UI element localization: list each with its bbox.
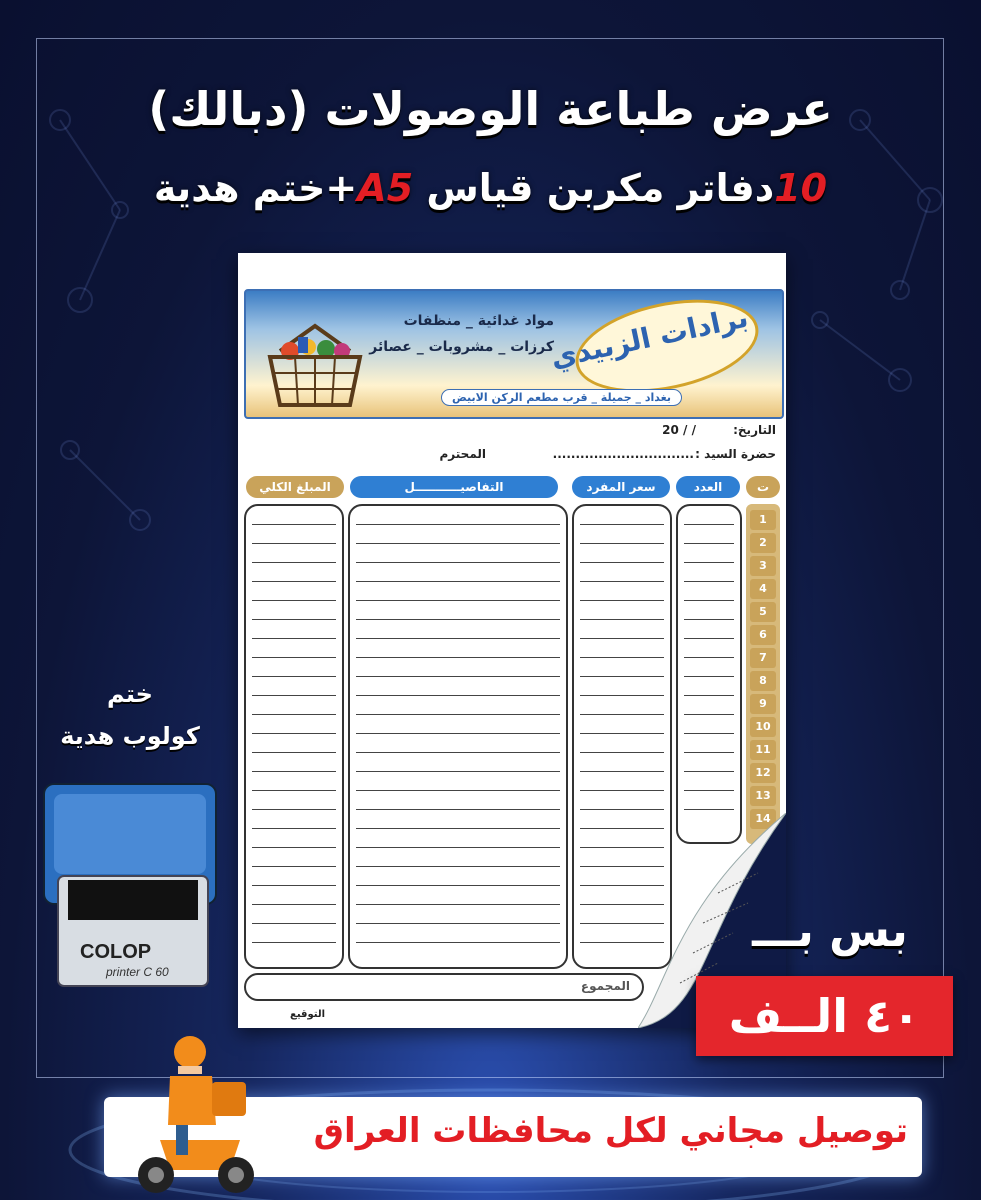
header-unit-price: سعر المفرد xyxy=(572,476,670,498)
row-number: 3 xyxy=(750,556,776,576)
customer-label: حضرة السيد : xyxy=(695,447,776,461)
receipt-banner xyxy=(244,289,784,419)
stamp-label-2: كولوب هدية xyxy=(60,722,200,750)
row-number: 2 xyxy=(750,533,776,553)
shopping-basket-icon xyxy=(260,321,370,411)
customer-suffix: المحترم xyxy=(439,447,486,461)
categories-line-1: مواد غدائية _ منظفات xyxy=(403,313,554,329)
subheadline xyxy=(0,166,981,210)
headline: عرض طباعة الوصولات (دبالك) xyxy=(148,82,833,136)
header-qty: العدد xyxy=(676,476,740,498)
row-number: 4 xyxy=(750,579,776,599)
paper-size: A5 xyxy=(357,166,414,210)
header-details: التفاصيـــــــــــل xyxy=(350,476,558,498)
details-column xyxy=(348,504,568,969)
row-number: 5 xyxy=(750,602,776,622)
subheadline-text-b: +ختم هدية xyxy=(153,166,358,210)
categories-line-2: كرزات _ مشروبات _ عصائر xyxy=(369,339,554,355)
signature-label: التوقيع xyxy=(290,1009,325,1020)
brand-name: برادات الزبيدي xyxy=(548,300,752,375)
row-number-column xyxy=(746,504,780,844)
row-number: 6 xyxy=(750,625,776,645)
notebook-count: 10 xyxy=(774,166,828,210)
row-number: 1 xyxy=(750,510,776,530)
stamp-brand: COLOP xyxy=(80,941,152,963)
qty-column xyxy=(676,504,742,844)
row-number: 7 xyxy=(750,648,776,668)
header-total: المبلغ الكلي xyxy=(246,476,344,498)
sum-row xyxy=(244,973,644,1001)
delivery-text: توصيل مجاني لكل محافظات العراق xyxy=(313,1111,908,1151)
customer-dots: ............................... xyxy=(552,447,694,461)
total-column xyxy=(244,504,344,969)
date-template: / / 20 xyxy=(662,423,696,437)
row-number: 10 xyxy=(750,717,776,737)
row-number: 11 xyxy=(750,740,776,760)
header-index: ت xyxy=(746,476,780,498)
receipt-sample xyxy=(238,253,786,1028)
address-badge: بغداد _ جميلة _ قرب مطعم الركن الابيض xyxy=(441,389,682,406)
row-number: 9 xyxy=(750,694,776,714)
delivery-scooter-icon xyxy=(120,1030,260,1195)
row-number: 14 xyxy=(750,809,776,829)
date-label: التاريخ: xyxy=(733,423,776,437)
stamp-label-1: ختم xyxy=(107,680,153,708)
price-badge: ٤٠ الــف xyxy=(696,976,953,1056)
sum-label: المجموع xyxy=(580,979,630,993)
row-number: 13 xyxy=(750,786,776,806)
stamp-model: printer C 60 xyxy=(106,965,169,979)
row-number: 12 xyxy=(750,763,776,783)
row-number: 8 xyxy=(750,671,776,691)
only-for-label: بس بـــ xyxy=(752,906,908,957)
subheadline-text-a: دفاتر مكربن قياس xyxy=(413,166,775,210)
colop-stamp-image xyxy=(40,780,220,990)
